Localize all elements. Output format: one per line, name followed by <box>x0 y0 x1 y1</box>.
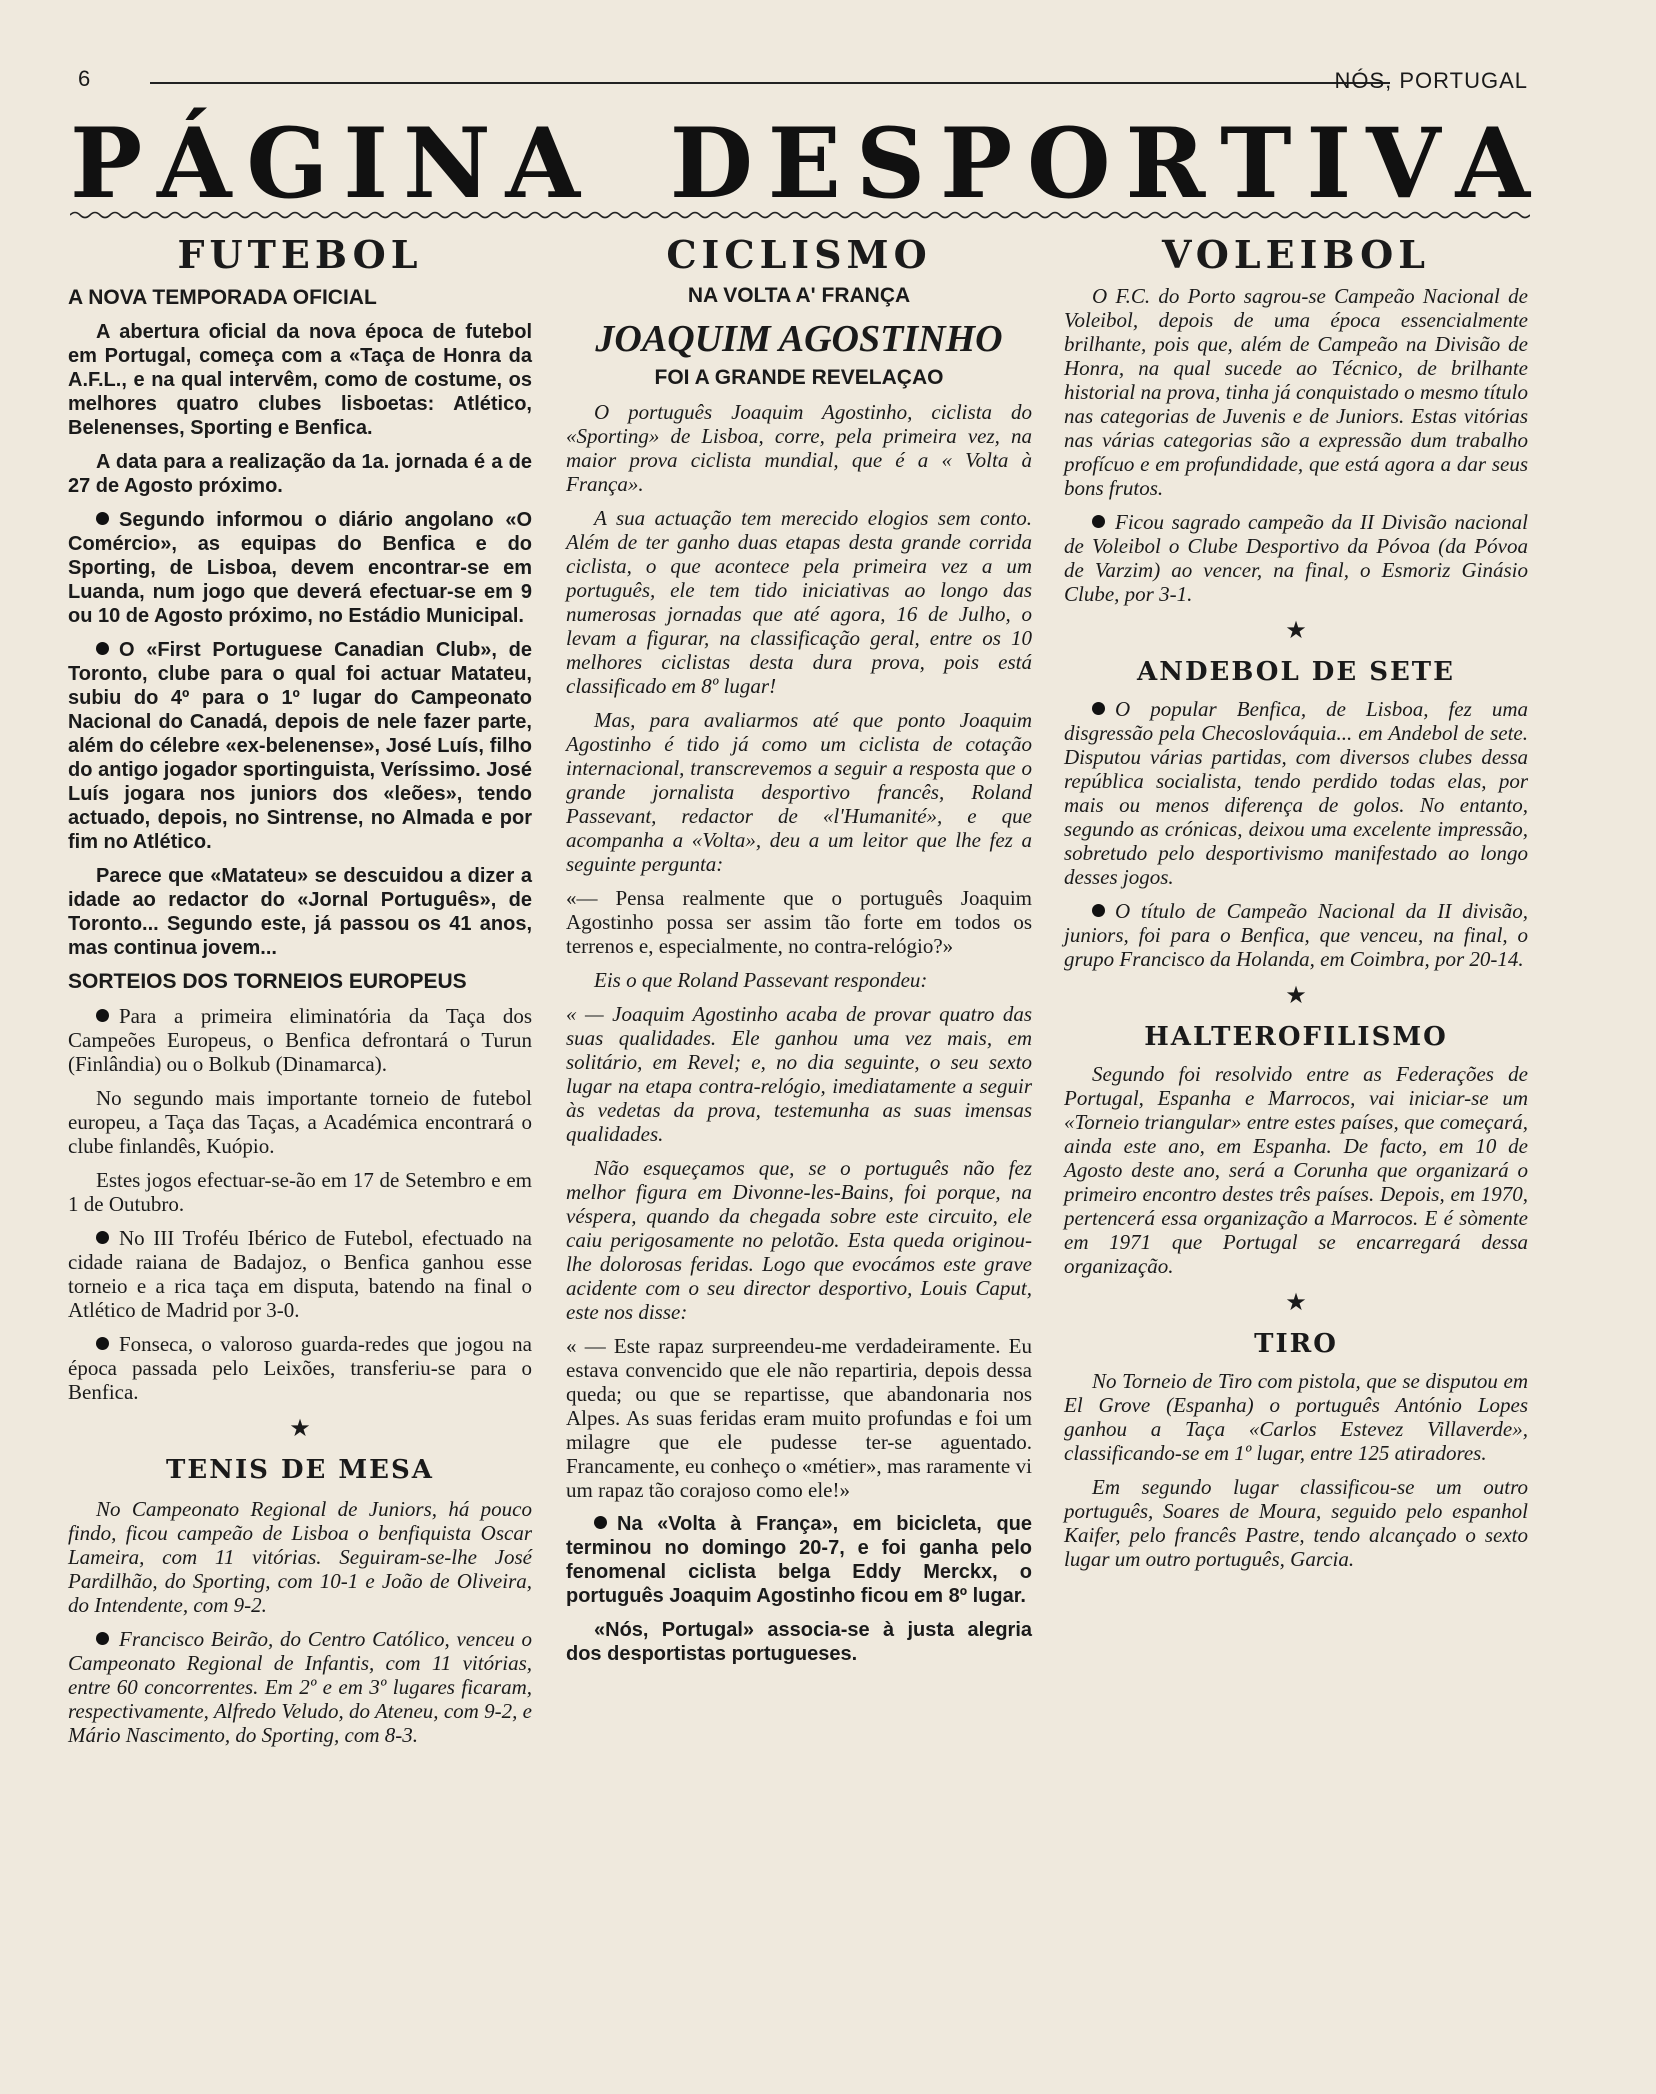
paragraph-text: No III Troféu Ibérico de Futebol, efectuado na cidade raiana de Badajoz, o Benfica ganhou esse torneio e a rica taça em disputa, batendo na final o Atlético de Madrid por 3-0. <box>68 1226 532 1322</box>
article-paragraph <box>68 1627 532 1747</box>
article-paragraph: « — Este rapaz surpreendeu-me verdadeiramente. Eu estava convencido que ele não repartiria, depois dessa queda; ou que se repartisse, que abandonaria nos Alpes. As suas feridas eram muito profundas e foi um milagre que ele pudesse ter-se aguentado. Francamente, eu conheço o «métier», mas raramente vi um rapaz tão corajoso como ele!» <box>566 1334 1032 1502</box>
article-paragraph: A sua actuação tem merecido elogios sem conto. Além de ter ganho duas etapas desta grande corrida ciclista, o que acontece pela primeira vez a um português, ele tem tido iniciativas ao longo das numerosas jornadas que até agora, 16 de Julho, o levam a figurar, na classificação geral, entre os 10 melhores ciclistas desta dura prova, pois está classificado em 8º lugar! <box>566 506 1032 698</box>
article-paragraph: Segundo foi resolvido entre as Federações de Portugal, Espanha e Marrocos, vai iniciar-se um «Torneio triangular» entre estes países, que começará, ainda este ano, em Espanha. De facto, em 10 de Agosto deste ano, será a Corunha que organizará o primeiro encontro destes três países. Depois, em 1970, pertencerá essa organização a Marrocos. E é sòmente em 1971 que Portugal se encarregará dessa organização. <box>1064 1062 1528 1278</box>
paragraph-text: Segundo informou o diário angolano «O Comércio», as equipas do Benfica e do Sporting, de Lisboa, devem encontrar-se em Luanda, num jogo que deverá efectuar-se em 9 ou 10 de Agosto próximo, no Estádio Municipal. <box>68 509 532 627</box>
article-paragraph <box>68 1004 532 1076</box>
article-paragraph: A abertura oficial da nova época de futebol em Portugal, começa com a «Taça de Honra da A.F.L., e na qual intervêm, como de costume, os melhores quatro clubes lisboetas: Atlético, Belenenses, Sporting e Benfica. <box>68 321 532 439</box>
banner-letter: T <box>1220 107 1292 220</box>
article-paragraph <box>68 1332 532 1404</box>
banner-letter: D <box>669 107 753 220</box>
column-voleibol <box>1064 232 1528 1581</box>
article-paragraph <box>68 508 532 628</box>
article-paragraph: Não esqueçamos que, se o português não fez melhor figura em Divonne-les-Bains, foi porque, na véspera, quando da chegada sobre este circuito, ele caiu perigosamente no pelotão. Esta queda originou-lhe dolorosas feridas. Logo que evocámos este grave acidente com o seu director desportivo, Louis Caput, este nos disse: <box>566 1156 1032 1324</box>
article-paragraph <box>1064 697 1528 889</box>
banner-letter: O <box>1027 107 1111 220</box>
banner-letter: I <box>343 107 389 220</box>
bullet-icon <box>96 512 109 525</box>
paragraph-text: Para a primeira eliminatória da Taça dos Campeões Europeus, o Benfica defrontará o Turun (Finlândia) ou o Bolkub (Dinamarca). <box>68 1004 532 1076</box>
paragraph-text: Na «Volta à França», em bicicleta, que terminou no domingo 20-7, e foi ganha pelo fenomenal ciclista belga Eddy Merckx, o português Joaquim Agostinho ficou em 8º lugar. <box>566 1513 1032 1607</box>
article-paragraph: Parece que «Matateu» se descuidou a dizer a idade ao redactor do «Jornal Português», de Toronto... Segundo este, já passou os 41 anos, mas continua jovem... <box>68 865 532 959</box>
section-title-voleibol: VOLEIBOL <box>1161 232 1431 277</box>
banner-letter: G <box>246 107 329 220</box>
banner-letter: V <box>1366 107 1441 220</box>
bullet-icon <box>1092 515 1105 528</box>
header-rule <box>150 82 1390 84</box>
page-header <box>70 62 1530 102</box>
star-separator-icon: ★ <box>1285 982 1307 1009</box>
article-paragraph: Eis o que Roland Passevant respondeu: <box>594 968 928 992</box>
article-paragraph: No Torneio de Tiro com pistola, que se disputou em El Grove (Espanha) o português António Lopes ganhou a Taça «Carlos Estevez Villaverde», classificando-se em 1º lugar, entre 125 atiradores. <box>1064 1369 1528 1465</box>
bullet-icon <box>96 1337 109 1350</box>
article-paragraph: O português Joaquim Agostinho, ciclista do «Sporting» de Lisboa, corre, pela primeira vez, na maior prova ciclista mundial, que é a « Volta à França». <box>566 400 1032 496</box>
section-title-halterofilismo: HALTEROFILISMO <box>1144 1022 1448 1052</box>
bullet-icon <box>96 1009 109 1022</box>
article-paragraph <box>1064 510 1528 606</box>
star-separator-icon: ★ <box>1285 1289 1307 1316</box>
article-paragraph <box>1064 899 1528 971</box>
section-title-futebol: FUTEBOL <box>177 232 423 277</box>
article-headline: JOAQUIM AGOSTINHO <box>595 318 1003 360</box>
page-number: 6 <box>78 66 91 91</box>
bullet-icon <box>96 1632 109 1645</box>
banner-letter: P <box>70 107 143 220</box>
article-paragraph: A data para a realização da 1a. jornada é a de 27 de Agosto próximo. <box>68 451 532 497</box>
article-paragraph: No segundo mais importante torneio de futebol europeu, a Taça das Taças, a Académica encontrará o clube finlandês, Kuópio. <box>68 1086 532 1158</box>
banner-space <box>595 118 655 210</box>
article-paragraph: « — Joaquim Agostinho acaba de provar quatro das suas qualidades. Ele ganhou uma vez mais, em solitário, em Revel; e, no dia seguinte, o seu sexto lugar na etapa contra-relógio, imediatamente a seguir às vedetas da prova, testemunha as suas imensas qualidades. <box>566 1002 1032 1146</box>
article-paragraph: O F.C. do Porto sagrou-se Campeão Nacional de Voleibol, depois de uma época essencialmente brilhante, pois que, além de Campeão na Divisão de Honra, na qual sucede ao Técnico, de brilhante historial na prova, tinha já conquistado o mesmo título nas categorias de Juvenis e de Juniors. Estas vitórias nas várias categorias são a expressão dum trabalho profícuo e em profundidade, que está agora a dar seus bons frutos. <box>1064 284 1528 500</box>
banner-letter: A <box>505 107 581 220</box>
bullet-icon <box>96 642 109 655</box>
banner-letter: A <box>1455 107 1530 220</box>
article-paragraph <box>68 1226 532 1322</box>
article-subtitle: NA VOLTA A' FRANÇA <box>687 284 911 307</box>
column-ciclismo <box>566 232 1032 1676</box>
article-paragraph: No Campeonato Regional de Juniors, há pouco findo, ficou campeão de Lisboa o benfiquista Oscar Lameira, com 11 vitórias. Seguiram-se-lhe José Pardilhão, do Sporting, com 10-1 e João de Oliveira, do Intendente, com 9-2. <box>68 1497 532 1617</box>
article-paragraph: «Nós, Portugal» associa-se à justa alegria dos desportistas portugueses. <box>566 1619 1032 1665</box>
article-subtitle: FOI A GRANDE REVELAÇAO <box>654 366 944 389</box>
section-title-andebol: ANDEBOL DE SETE <box>1137 657 1455 687</box>
banner-letter: E <box>767 107 841 220</box>
column-futebol <box>68 232 532 1757</box>
section-title-tiro: TIRO <box>1254 1329 1338 1359</box>
banner-letter: P <box>939 107 1013 220</box>
banner-wavy-rule <box>70 210 1530 220</box>
article-paragraph <box>68 638 532 854</box>
article-paragraph: «— Pensa realmente que o português Joaquim Agostinho possa ser assim tão forte em todos os terrenos e, especialmente, no contra-relógio?» <box>566 886 1032 958</box>
section-title-ciclismo: CICLISMO <box>666 232 932 277</box>
bullet-icon <box>1092 702 1105 715</box>
paragraph-text: O título de Campeão Nacional da II divisão, juniors, foi para o Benfica, que venceu, na final, o grupo Francisco da Holanda, em Coimbra, por 20-14. <box>1064 899 1528 971</box>
banner-letter: R <box>1125 107 1206 220</box>
banner-letter: S <box>855 107 926 220</box>
star-separator-icon: ★ <box>289 1415 311 1442</box>
article-paragraph: Estes jogos efectuar-se-ão em 17 de Setembro e em 1 de Outubro. <box>68 1168 532 1216</box>
article-subtitle: A NOVA TEMPORADA OFICIAL <box>68 286 377 309</box>
bullet-icon <box>594 1516 607 1529</box>
bullet-icon <box>1092 904 1105 917</box>
publication-name: NÓS, PORTUGAL <box>1334 68 1528 93</box>
article-paragraph: Mas, para avaliarmos até que ponto Joaquim Agostinho é tido já como um ciclista de cotação internacional, transcrevemos a seguir a resposta que o grande jornalista desportivo francês, Roland Passevant, redactor de «l'Humanité», e que acompanha a «Volta», deu a um leitor que lhe fez a seguinte pergunta: <box>566 708 1032 876</box>
banner-letter: I <box>1306 107 1352 220</box>
star-separator-icon: ★ <box>1285 617 1307 644</box>
article-paragraph <box>566 1512 1032 1608</box>
article-paragraph: Em segundo lugar classificou-se um outro português, Soares de Moura, seguido pelo espanhol Kaifer, pelo francês Pastre, tendo alcançado o sexto lugar um outro português, Garcia. <box>1064 1475 1528 1571</box>
paragraph-text: Ficou sagrado campeão da II Divisão nacional de Voleibol o Clube Desportivo da Póvoa (da Póvoa de Varzim) ao vencer, na final, o Esmoriz Ginásio Clube, por 3-1. <box>1064 510 1528 606</box>
paragraph-text: Fonseca, o valoroso guarda-redes que jogou na época passada pelo Leixões, transferiu-se para o Benfica. <box>68 1332 532 1404</box>
paragraph-text: O popular Benfica, de Lisboa, fez uma disgressão pela Checoslováquia... em Andebol de sete. Disputou várias partidas, com diversos clubes dessa república socialista, tendo perdido todas elas, por mais ou menos diferença de golos. No entanto, segundo as crónicas, deixou uma excelente impressão, sobretudo pelo desportivismo manifestado ao longo desses jogos. <box>1064 697 1528 889</box>
bullet-icon <box>96 1231 109 1244</box>
paragraph-text: O «First Portuguese Canadian Club», de Toronto, clube para o qual foi actuar Matateu, subiu do 4º para o 1º lugar do Campeonato Nacional do Canadá, depois de nele fazer parte, além do célebre «ex-belenense», José Luís, filho do antigo jogador sportinguista, Veríssimo. José Luís jogara nos juniors dos «leões», tendo actuado, depois, no Sintrense, no Almada e por fim no Atlético. <box>68 639 532 853</box>
section-title-tenis-de-mesa: TENIS DE MESA <box>166 1455 434 1485</box>
paragraph-text: Francisco Beirão, do Centro Católico, venceu o Campeonato Regional de Infantis, com 11 vitórias, entre 60 concorrentes. Em 2º e em 3º lugares ficaram, respectivamente, Alfredo Veludo, do Ateneu, com 9-2, e Mário Nascimento, do Sporting, com 8-3. <box>68 1627 532 1747</box>
article-subtitle: SORTEIOS DOS TORNEIOS EUROPEUS <box>68 970 467 993</box>
banner-letter: Á <box>157 107 232 220</box>
section-banner <box>70 107 1530 220</box>
banner-letter: N <box>402 107 491 220</box>
